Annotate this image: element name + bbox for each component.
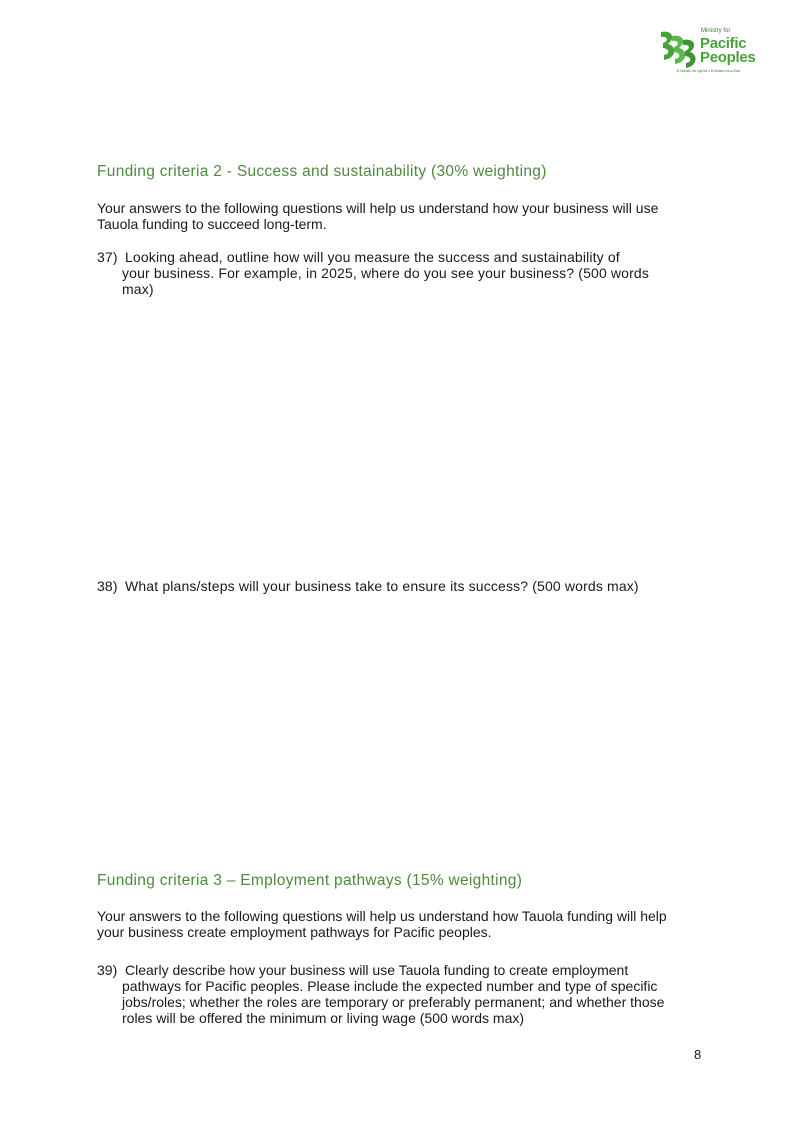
section1-intro <box>97 200 717 232</box>
question-text-line: your business. For example, in 2025, where do you see your business? (500 words <box>122 265 650 281</box>
question-text-line: Clearly describe how your business will use Tauola funding to create employment <box>125 962 629 978</box>
logo-ministry-text: Ministry for <box>701 28 731 34</box>
question-37 <box>97 249 709 297</box>
section-heading-funding-criteria-2: Funding criteria 2 - Success and sustainability (30% weighting) <box>97 163 547 180</box>
question-text-line: max) <box>122 281 154 297</box>
question-text-line: What plans/steps will your business take to ensure its success? (500 words max) <box>125 578 639 594</box>
question-text-line: pathways for Pacific peoples. Please include the expected number and type of specific <box>122 978 658 994</box>
logo-brand-line1: Pacific <box>700 35 747 52</box>
logo-brand-line2: Peoples <box>700 49 756 66</box>
section-heading-funding-criteria-3: Funding criteria 3 – Employment pathways (15% weighting) <box>97 872 523 889</box>
section2-intro <box>97 908 717 940</box>
question-text-line: jobs/roles; whether the roles are temporary or preferably permanent; and whether those <box>122 994 665 1010</box>
pacific-peoples-logo-mark-icon <box>658 26 698 74</box>
question-38 <box>97 578 709 594</box>
page-number: 8 <box>694 1047 702 1062</box>
question-text-line: Looking ahead, outline how will you measure the success and sustainability of <box>125 249 620 265</box>
question-39 <box>97 962 709 1026</box>
question-number: 39) <box>97 962 118 978</box>
question-text-line: roles will be offered the minimum or living wage (500 words max) <box>122 1010 525 1026</box>
section1-intro-line1: Your answers to the following questions will help us understand how your business will use <box>97 200 659 216</box>
question-number: 38) <box>97 578 118 594</box>
question-number: 37) <box>97 249 118 265</box>
ministry-logo <box>658 24 768 76</box>
section2-intro-line1: Your answers to the following questions will help us understand how Tauola funding will help <box>97 908 667 924</box>
section1-intro-line2: Tauola funding to succeed long-term. <box>97 216 327 232</box>
section2-intro-line2: your business create employment pathways for Pacific peoples. <box>97 924 492 940</box>
logo-tagline: Te Manatū mō ngā Iwi o te Moana-nui-a-Kiwa <box>676 69 741 73</box>
